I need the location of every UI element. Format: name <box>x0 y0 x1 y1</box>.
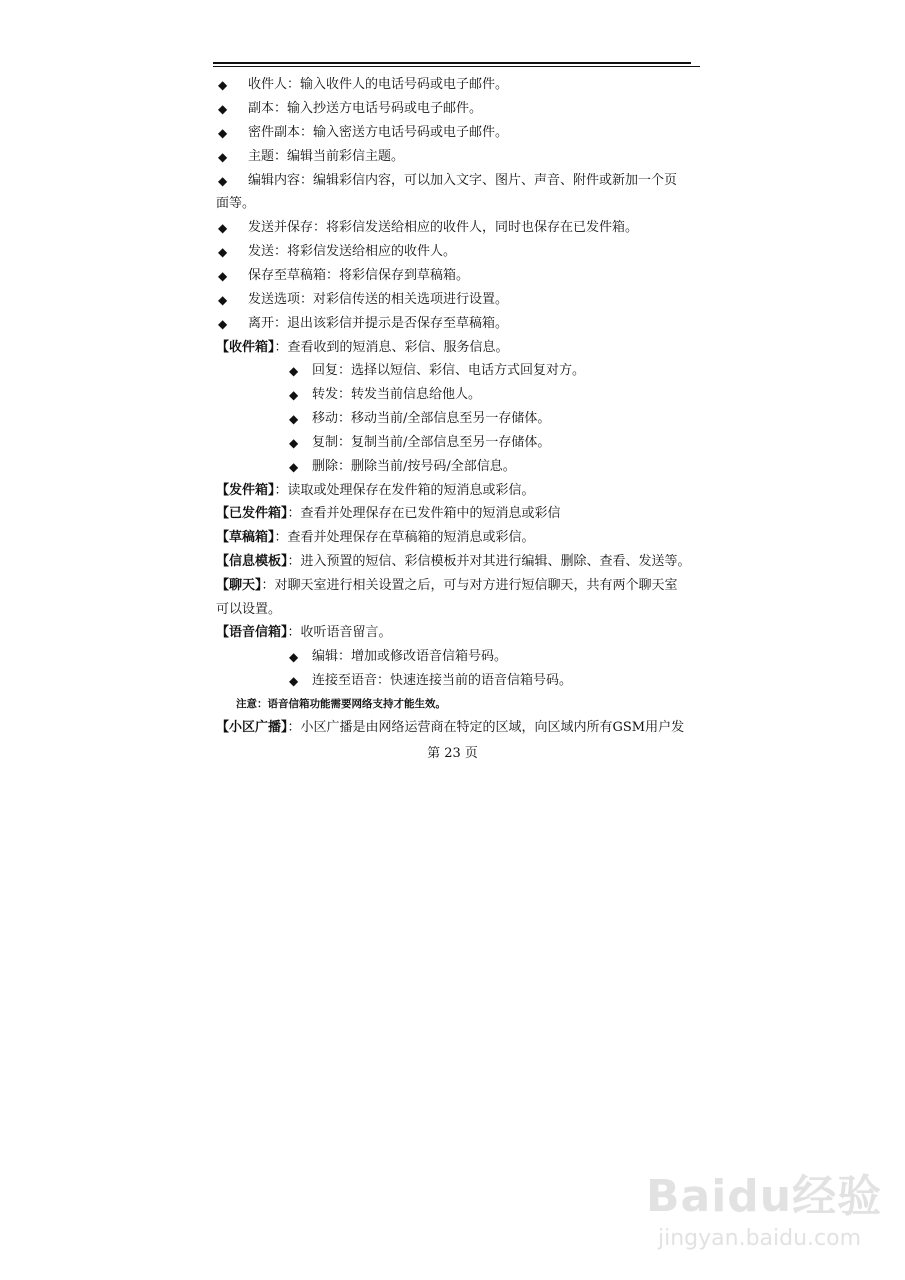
diamond-bullet-icon: ◆ <box>289 364 299 378</box>
diamond-bullet-icon: ◆ <box>218 317 228 331</box>
header-rule-thin <box>213 66 700 67</box>
diamond-bullet-icon: ◆ <box>289 650 299 664</box>
diamond-bullet-icon: ◆ <box>218 126 228 140</box>
section-label: 【信息模板】 <box>216 554 288 569</box>
section-label: 【已发件箱】 <box>216 506 288 521</box>
section-label: 【草稿箱】 <box>216 530 275 545</box>
diamond-bullet-icon: ◆ <box>218 102 228 116</box>
watermark-url: jingyan.baidu.com <box>658 1226 862 1251</box>
diamond-bullet-icon: ◆ <box>289 460 299 474</box>
baidu-watermark <box>640 1150 883 1270</box>
watermark-logo: Baidu经验 <box>646 1171 883 1222</box>
diamond-bullet-icon: ◆ <box>218 78 228 92</box>
page-number: 第 23 页 <box>427 746 478 761</box>
header-rule-thick <box>213 62 691 64</box>
section-label: 【收件箱】 <box>216 340 275 355</box>
diamond-bullet-icon: ◆ <box>218 221 228 235</box>
diamond-bullet-icon: ◆ <box>289 388 299 402</box>
diamond-bullet-icon: ◆ <box>218 150 228 164</box>
diamond-bullet-icon: ◆ <box>289 436 299 450</box>
section-label: 【语音信箱】 <box>216 625 288 640</box>
diamond-bullet-icon: ◆ <box>218 293 228 307</box>
section-label: 【发件箱】 <box>216 483 275 498</box>
diamond-bullet-icon: ◆ <box>289 412 299 426</box>
diamond-bullet-icon: ◆ <box>218 245 228 259</box>
diamond-bullet-icon: ◆ <box>218 269 228 283</box>
section-label: 【聊天】 <box>216 578 262 593</box>
diamond-bullet-icon: ◆ <box>218 174 228 188</box>
diamond-bullet-icon: ◆ <box>289 674 299 688</box>
section-label: 【小区广播】 <box>216 720 288 735</box>
